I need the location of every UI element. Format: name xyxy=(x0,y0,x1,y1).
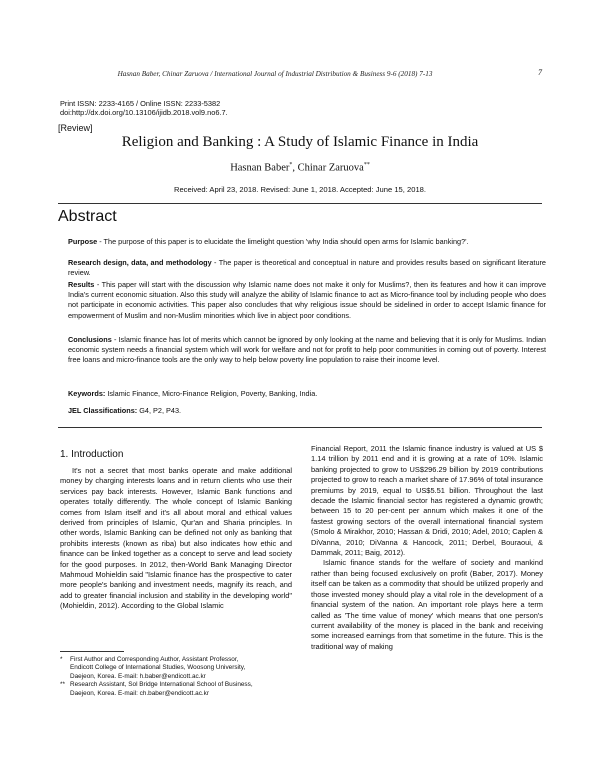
footnote-1-line-3: Daejeon, Korea. E-mail: h.baber@endicott.ac.kr xyxy=(70,672,206,680)
purpose-label: Purpose xyxy=(68,237,98,246)
left-column xyxy=(60,466,292,612)
author-2-mark: ** xyxy=(363,162,370,168)
section-heading: 1. Introduction xyxy=(60,449,124,460)
footnote-1-mark: * xyxy=(60,656,63,663)
author-line xyxy=(60,162,540,174)
keywords-text: Islamic Finance, Micro-Finance Religion, Poverty, Banking, India. xyxy=(105,389,318,398)
footnote-2-line-2: Daejeon, Korea. E-mail: ch.baber@endicott.ac.kr xyxy=(70,689,209,697)
purpose-text: - The purpose of this paper is to elucidate the limelight question 'why India should open arms for Islamic banking?'. xyxy=(97,237,469,246)
footnote-2-mark: ** xyxy=(60,681,65,689)
doi-line[interactable]: doi:http://dx.doi.org/10.13106/ijidb.2018.vol9.no6.7. xyxy=(60,108,228,118)
footnote-2 xyxy=(60,681,292,698)
design-text: - The paper is theoretical and conceptual in nature and provides results based on significant literature review. xyxy=(68,258,546,278)
author-2: Chinar Zaruova xyxy=(297,162,364,174)
running-head: Hasnan Baber, Chinar Zaruova / International Journal of Industrial Distribution & Business 9-6 (2018) 7-13 xyxy=(117,70,433,78)
issn-line: Print ISSN: 2233-4165 / Online ISSN: 2233-5382 xyxy=(60,99,221,108)
received-dates: Received: April 23, 2018. Revised: June 1, 2018. Accepted: June 15, 2018. xyxy=(173,185,427,194)
footnote-2-line-1: Research Assistant, Sol Bridge International School of Business, xyxy=(70,681,253,689)
keywords-label: Keywords: xyxy=(68,389,106,398)
abstract-conclusions xyxy=(68,335,546,366)
paper-title: Religion and Banking : A Study of Islamic Finance in India xyxy=(121,134,479,150)
intro-paragraph-2: Islamic finance stands for the welfare of society and mankind rather than being focused exclusively on profit (Baber, 2017). Money itself can be taken as a commodity that should be utilized properly and those invested money should play a vital role in the development of a financial system of the nation. An important role plays here a term called as 'The time value of money' which means that one person's current availability of the money is placed in the bank and receiving some increased earnings from that sometime in the future. This is the traditional way of making xyxy=(311,558,543,651)
page-number: 7 xyxy=(538,68,542,77)
footnotes xyxy=(60,656,292,698)
footnote-1 xyxy=(60,656,292,681)
abstract-heading: Abstract xyxy=(58,208,117,225)
results-label: Results xyxy=(68,280,95,289)
article-type: [Review] xyxy=(58,123,93,133)
abstract-design xyxy=(68,258,546,278)
keywords-line xyxy=(68,389,546,399)
intro-paragraph-1-cont: Financial Report, 2011 the Islamic finance industry is valued at US $ 1.14 trillion by 2011 end and it is growing at a rate of 10%. Islamic banking projected to grow to US$296.29 billion by 2019 contributions projected to grow to reach a market share of 17.96% of total insurance premiums by 2019, equal to US$5.51 billion. Throughout the last decade the Islamic financial sector has registered a dynamic growth; between 15 to 20 per-cent per annum which makes it one of the fastest growing sectors of the overall international financial system (Smolo & Mirakhor, 2010; Hassan & Dridi, 2010; Adel, 2010; Caplen & DiVanna, 2010; DiVanna & Hancock, 2011; Derbel, Bouraoui, & Dammak, 2011; Baig, 2012). xyxy=(311,444,543,558)
design-label: Research design, data, and methodology xyxy=(68,258,212,267)
footnote-1-line-1: First Author and Corresponding Author, Assistant Professor, xyxy=(70,656,239,663)
footnote-1-line-2: Endicott College of International Studies, Woosong University, xyxy=(70,664,246,672)
abstract-purpose xyxy=(68,237,546,247)
author-separator: , xyxy=(292,162,298,174)
footnote-rule xyxy=(60,651,124,652)
jel-line xyxy=(68,406,546,416)
top-divider xyxy=(58,203,542,204)
right-column xyxy=(311,444,543,652)
conclusions-label: Conclusions xyxy=(68,335,112,344)
abstract-results xyxy=(68,280,546,321)
results-text: - This paper will start with the discussion why Islamic name does not make it only for Muslims?, then its features and how it can improve India's current economic situation. Also this study will analyze the ability of Islamic finance to act as Micro-finance tool by including people who does not participate in economic activities. This paper also concludes that why religious issue should be sidelined in order to accept Islamic finance for empowerment of Muslim and non-Muslim minorities which live in abject poor conditions. xyxy=(68,280,546,320)
issn-block xyxy=(60,99,228,118)
jel-text: G4, P2, P43. xyxy=(137,406,182,415)
author-1-mark: * xyxy=(289,162,293,168)
author-1: Hasnan Baber xyxy=(230,162,290,174)
jel-label: JEL Classifications: xyxy=(68,406,138,415)
conclusions-text: - Islamic finance has lot of merits which cannot be ignored by only looking at the name and believing that it is only for Muslims. Indian economic system needs a financial system which will work for welfare and not for profit to help poor communities in coming out of poverty. Interest free loans and micro-finance tools are the only way to help below poverty line population to raise their income level. xyxy=(68,335,546,365)
intro-paragraph-1: It's not a secret that most banks operate and make additional money by charging interests loans and in return clients who use their services pay back interests. However, Islamic Bank functions and operates totally differently. The whole concept of Islamic Banking comes from Islam itself and it's all about moral and ethical values derived from principles of Islamic, Qur'an and Sharia principles. In other words, Islamic Banking can be defined not only as banking that prohibits interests (known as riba) but also indicates how ethic and finance can be linked together as a concept to serve and lead society for the good purposes. In 2012, then-World Bank Managing Director Mahmoud Mohieldin said "Islamic finance has the prospective to cater more people's banking and investment needs, magnify its reach, and add to greater financial inclusion and stability in the developing world" (Mohieldin, 2012). According to the Global Islamic xyxy=(60,466,292,611)
bottom-divider xyxy=(58,427,542,428)
